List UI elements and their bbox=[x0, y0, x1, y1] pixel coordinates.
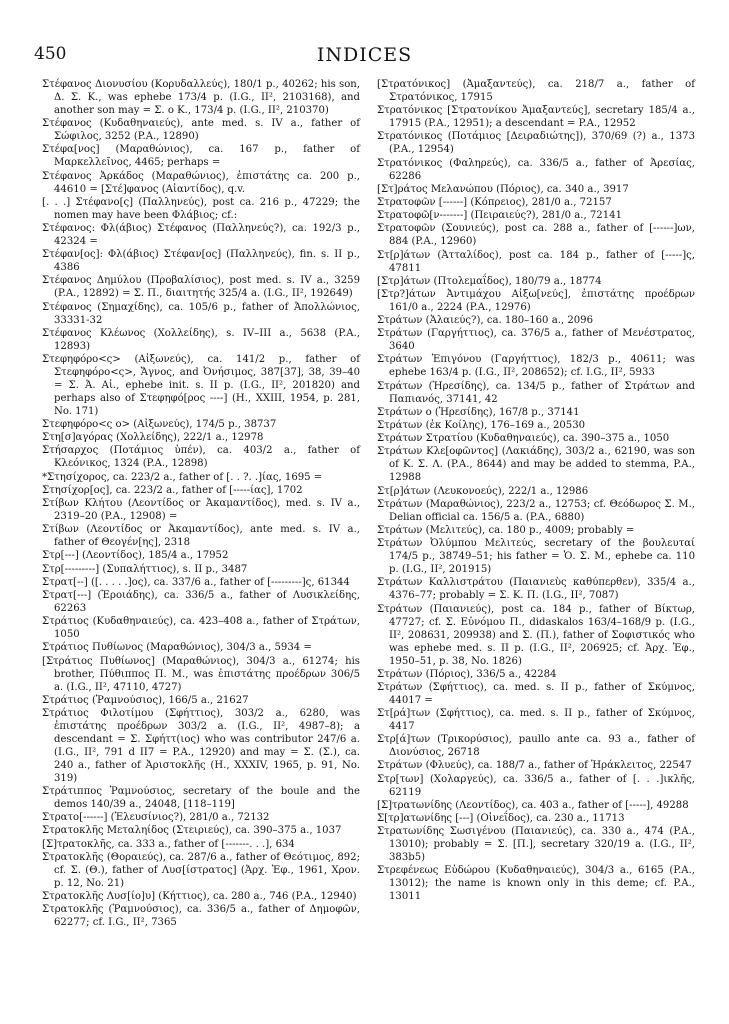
index-entry: Στέφανος (Σημαχίδης), ca. 105/6 p., father of Ἀπολλώνιος, 33331-32 bbox=[42, 301, 360, 326]
index-entry: Στ[ρά]των (Σφήττιος), ca. med. s. II p., father of Σκύμνος, 4417 bbox=[377, 708, 695, 733]
index-entry: Στράτων (ἐκ Κοίλης), 176–169 a., 20530 bbox=[377, 420, 586, 431]
index-entry: Στράτων (Φλυεύς), ca. 188/7 a., father of Ἡράκλειτος, 22547 bbox=[377, 760, 692, 772]
index-entry: Στρατοφῶ[ν-------] (Πειραιεύς?), 281/0 a., 72141 bbox=[377, 210, 622, 222]
page-number: 450 bbox=[34, 44, 67, 64]
index-entry: Στρατο[------] (Ἐλευσίνιος?), 281/0 a., 72132 bbox=[42, 812, 270, 824]
index-entry: Στράτων (Γαργήττιος), ca. 376/5 a., father of Μενέστρατος, 3640 bbox=[377, 328, 695, 353]
index-entry: Στράτων Στρατίου (Κυδαθηναιεύς), ca. 390–375 a., 1050 bbox=[377, 433, 670, 445]
index-entry: Στράτιος (Ῥαμνούσιος), 166/5 a., 21627 bbox=[42, 694, 249, 706]
index-entry: Στράτων (Ἁλαιεύς?), ca. 180–160 a., 2096 bbox=[377, 315, 594, 327]
index-entry: Στρατόνικος [Στρατονίκου Ἀμαξαντεύς], secretary 185/4 a., 17915 (P.A., 12951); a descendant = P.A., 12952 bbox=[377, 105, 695, 130]
index-entry: [Σ]τρατοκλῆς, ca. 333 a., father of [-------. . .], 634 bbox=[42, 838, 295, 850]
index-entry: [Στρατόνικος] (Ἀμαξαντεύς), ca. 218/7 a., father of Στρατόνικος, 17915 bbox=[377, 79, 695, 103]
index-entry: Στεφηφόρο<ς ο> (Αἰξωνεύς), 174/5 p., 38737 bbox=[42, 419, 277, 431]
index-entry: Στράτιος (Κυδαθηναιεύς), ca. 423–408 a., father of Στράτων, 1050 bbox=[42, 616, 360, 641]
index-entry: Στεφηφόρο<ς> (Αἰξωνεύς), ca. 141/2 p., father of Στεφηφόρο<ς>, Ἄγνος, and Ὀνήσιμος, 387[37], 38, 39–40 = Σ. Ἀ. Αἰ., ephebe init. s. II p. (I.G., II², 201820) and perhaps also of Στεφηφό[ρος ----] (H., XXIII, 1954, p. 281, No. 171) bbox=[42, 353, 360, 417]
index-entry: Στρατόνικος (Ποτάμιος [Δειραδιώτης]), 370/69 (?) a., 1373 (P.A., 12954) bbox=[377, 131, 695, 156]
index-entry: Στρατ[--] ([. . . . .]ος), ca. 337/6 a., father of [---------]ς, 61344 bbox=[42, 576, 350, 588]
index-entry: Στέφαν[ος]: Φλ(άβιος) Στέφαν[ος] (Παλληνεύς), fin. s. II p., 4386 bbox=[42, 249, 360, 274]
index-entry: Στράτων (Μελιτεύς), ca. 180 p., 4009; probably = bbox=[377, 524, 635, 536]
index-entry: Σ[τρ]ατωνίδης [---] (Οἰνεΐδος), ca. 230 a., 11713 bbox=[377, 813, 625, 824]
index-entry: [Στράτιος Πυθίωνος] (Μαραθώνιος), 304/3 a., 61274; his brother, Πύθιππος Π. Μ., was ἐπιστάτης προέδρων 306/5 a. (I.G., II², 47110, 4727) bbox=[42, 655, 360, 693]
index-entry: [Στρ?]άτων Ἀντιμάχου Αἰξω[νεύς], ἐπιστάτης προέδρων 161/0 a., 2224 (P.A., 12976) bbox=[377, 288, 695, 313]
index-entry: Στράτιος Πυθίωνος (Μαραθώνιος), 304/3 a., 5934 = bbox=[42, 642, 312, 654]
index-entry: Στρεφένεως Εὐδώρου (Κυδαθηναιεύς), 304/3 a., 6165 (P.A., 13012); the name is known only in this deme; cf. P.A., 13011 bbox=[377, 865, 695, 903]
index-entry: Στίβων Κλήτου (Λεοντίδος or Ἀκαμαντίδος), med. s. IV a., 2319–20 (P.A., 12908) = bbox=[42, 498, 360, 522]
index-entry: Στρ[ά]των (Τρικορύσιος), paullo ante ca. 93 a., father of Διονύσιος, 26718 bbox=[377, 734, 695, 759]
index-entry: Στησίχορ[ος], ca. 223/2 a., father of [-----ίας], 1702 bbox=[42, 484, 303, 496]
index-entry: Στέφανος Διονυσίου (Κορυδαλλεύς), 180/1 p., 40262; his son, Δ. Σ. Κ., was ephebe 173/4 p. (I.G., II², 2103168), and another son may = Σ. ο Κ., 173/4 p. (I.G., II², 210370) bbox=[42, 79, 360, 116]
index-entry: Στρατοφῶν (Σουνιεύς), post ca. 288 a., father of [------]ων, 884 (P.A., 12960) bbox=[377, 223, 695, 248]
index-entry: Στράτων (Πόριος), 336/5 a., 42284 bbox=[377, 668, 557, 680]
index-entry: Στρατοφῶν [------] (Κόπρειος), 281/0 a., 72157 bbox=[377, 196, 612, 208]
index-entry: Στράτιππος Ῥαμνούσιος, secretary of the boule and the demos 140/39 a., 24048, [118–119] bbox=[42, 786, 360, 811]
index-entry: Στέφανος Δημύλου (Προβαλίσιος), post med. s. IV a., 3259 (P.A., 12892) = Σ. Π., διαιτητής 325/4 a. (I.G., II², 192649) bbox=[42, 275, 360, 300]
index-entry: Στράτων (Παιανιεύς), post ca. 184 p., father of Βίκτωρ, 47727; cf. Σ. Εὐνόμου Π., didaskalos 163/4–168/9 p. (I.G., II², 208631, 209938) and Σ. (Π.), father of Σοφιστικός who was ephebe med. s. II p. (I.G., II², 206925; cf. Ἀρχ. Ἐφ., 1950–51, p. 38, No. 1826) bbox=[377, 603, 695, 667]
index-entry: Στίβων (Λεοντίδος or Ἀκαμαντίδος), ante med. s. IV a., father of Θεογέν[ης], 2318 bbox=[42, 524, 360, 549]
page-title: INDICES bbox=[316, 44, 413, 66]
index-entry: Στράτων (Μαραθώνιος), 223/2 a., 12753; cf. Θεόδωρος Σ. Μ., Delian official ca. 156/5 a. (P.A., 6880) bbox=[377, 498, 695, 523]
index-entry: Στρατ[---] (Ἐροιάδης), ca. 336/5 a., father of Λυσικλείδης, 62263 bbox=[42, 589, 360, 614]
index-entry: Στρ[---] (Λεοντίδος), 185/4 a., 17952 bbox=[42, 550, 229, 562]
index-entry: Στράτων ο (Ἡρεσίδης), 167/8 p., 37141 bbox=[377, 406, 580, 418]
index-entry: Στρ[των] (Χολαργεύς), ca. 336/5 a., father of [. . .]ικλῆς, 62119 bbox=[377, 773, 695, 798]
index-entry: Στρατοκλῆς Μεταληίδος (Στειριεύς), ca. 390–375 a., 1037 bbox=[42, 825, 342, 837]
index-entry: Στρατοκλῆς Λυσ[ίο]υ] (Κήττιος), ca. 280 a., 746 (P.A., 12940) bbox=[42, 891, 357, 902]
index-entry: Στ[ρ]άτων (Ἀτταλίδος), post ca. 184 p., father of [-----]ς, 47811 bbox=[377, 249, 695, 274]
index-entry: Στ[ρ]άτων (Λευκονοεύς), 222/1 a., 12986 bbox=[377, 485, 589, 497]
index-entry: Στη[σ]αγόρας (Χολλείδης), 222/1 a., 12978 bbox=[42, 432, 264, 444]
index-entry: Στρ[---------] (Συπαλήττιος), s. II p., 3487 bbox=[42, 563, 248, 575]
index-entry: Στρατοκλῆς (Θοραιεύς), ca. 287/6 a., father of Θεότιμος, 892; cf. Σ. (Θ.), father of Λυσ[ίστρατος] (Ἀρχ. Ἐφ., 1961, Χρον. p. 12, No. 21) bbox=[42, 851, 360, 889]
index-entry: Στράτων Ὀλύμπου Μελιτεύς, secretary of the βουλευταί 174/5 p., 38749–51; his father = Ὁ. Σ. M., ephebe ca. 110 p. (I.G., II², 201915) bbox=[377, 538, 695, 576]
index-entry: Στέφανος Κλέωνος (Χολλείδης), s. IV–III a., 5638 (P.A., 12893) bbox=[42, 327, 360, 352]
index-entry: Στρατωνίδης Σωσιγένου (Παιανιεύς), ca. 330 a., 474 (P.A., 13010); probably = Σ. [Π.], secretary 320/19 a. (I.G., II², 383b5) bbox=[377, 826, 695, 864]
index-entry: Στράτιος Φιλοτίμου (Σφήττιος), 303/2 a., 6280, was ἐπιστάτης προέδρων 303/2 a. (I.G., II², 4987–8); a descendant = Σ. Σφήττ(ιος) who was contributor 247/6 a. (I.G., II², 791 d II7 = P.A., 12920) and may = Σ. (Σ.), ca. 240 a., father of Ἀριστοκλῆς (H., XXXIV, 1965, p. 91, No. 319) bbox=[42, 707, 360, 784]
index-entry: Στέφανος (Κυδαθηναιεύς), ante med. s. IV a., father of Σώφιλος, 3252 (P.A., 12890) bbox=[42, 118, 360, 143]
index-entry: Στρατόνικος (Φαληρεύς), ca. 336/5 a., father of Ἀρεσίας, 62286 bbox=[377, 157, 695, 182]
index-entry: *Στησίχορος, ca. 223/2 a., father of [. . ?. .]ίας, 1695 = bbox=[42, 471, 323, 483]
index-entry: Στράτων Κλε[οφῶντος] (Λακιάδης), 303/2 a., 62190, was son of Κ. Σ. Λ. (P.A., 8644) and may be added to stemma, P.A., 12988 bbox=[377, 446, 695, 484]
index-entry: Στράτων Καλλιστράτου (Παιανιεὺς καθύπερθεν), 335/4 a., 4376–77; probably = Σ. Κ. Π. (I.G., II², 7087) bbox=[377, 577, 695, 602]
index-entry: Στήσαρχος (Ποτάμιος ὑπέν), ca. 403/2 a., father of Κλεόνικος, 1324 (P.A., 12898) bbox=[42, 445, 360, 470]
index-entry: Στράτων Ἐπιγόνου (Γαργήττιος), 182/3 p., 40611; was ephebe 163/4 p. (I.G., II², 208652); cf. I.G., II², 5933 bbox=[377, 354, 695, 379]
left-column bbox=[42, 78, 360, 929]
index-entry: Στέφανος: Φλ(άβιος) Στέφανος (Παλληνεύς?), ca. 192/3 p., 42324 = bbox=[42, 222, 360, 247]
page-header bbox=[34, 44, 695, 68]
index-entry: Στράτων (Ἡρεσίδης), ca. 134/5 p., father of Στράτων and Παπιανός, 37141, 42 bbox=[377, 380, 695, 405]
index-entry: [Στ]ράτος Μελανώπου (Πόριος), ca. 340 a., 3917 bbox=[377, 183, 629, 195]
index-entry: Στέφα[νος] (Μαραθώνιος), ca. 167 p., father of Μαρκελλεῖνος, 4465; perhaps = bbox=[42, 144, 360, 169]
index-entry: Στέφανος Ἀρκάδος (Μαραθώνιος), ἐπιστάτης ca. 200 p., 44610 = [Στέ]φανος (Αἰαντίδος), q.v. bbox=[42, 170, 360, 195]
index-entry: Στρατοκλῆς (Ῥαμνούσιος), ca. 336/5 a., father of Δημοφῶν, 62277; cf. I.G., II², 7365 bbox=[42, 904, 360, 929]
index-entry: [Σ]τρατωνίδης (Λεοντίδος), ca. 403 a., father of [-----], 49288 bbox=[377, 799, 689, 811]
right-column bbox=[377, 78, 695, 904]
index-entry: [. . .] Στέφανο[ς] (Παλληνεύς), post ca. 216 p., 47229; the nomen may have been Φλάβιος; cf.: bbox=[42, 196, 360, 221]
index-entry: Στράτων (Σφήττιος), ca. med. s. II p., father of Σκύμνος, 44017 = bbox=[377, 681, 695, 706]
index-entry: [Στρ]άτων (Πτολεμαΐδος), 180/79 a., 18774 bbox=[377, 275, 602, 287]
